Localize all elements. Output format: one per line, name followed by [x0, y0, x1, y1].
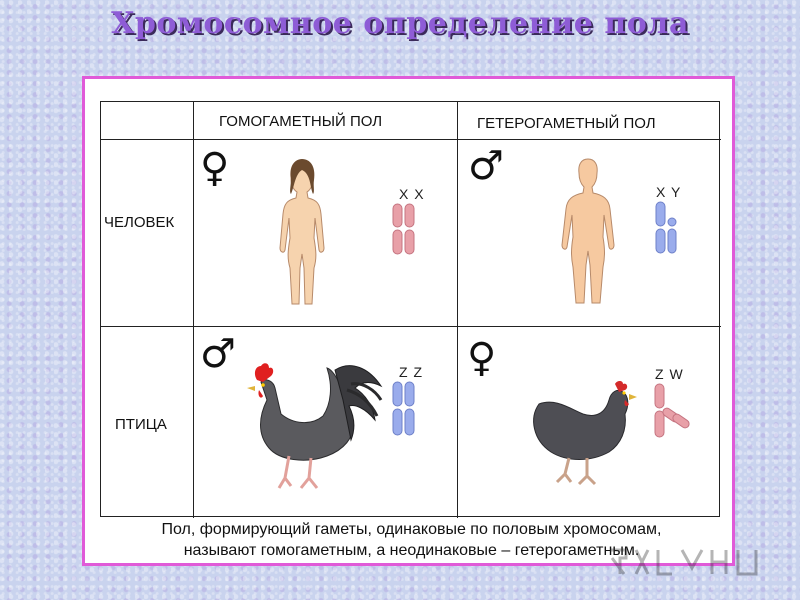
table-divider: [101, 139, 721, 140]
table-divider: [457, 102, 458, 518]
table-divider: [101, 326, 721, 327]
hen-icon: [525, 378, 645, 490]
female-symbol-icon: ♀: [200, 145, 230, 191]
chromosome-label-xy: X Y: [656, 184, 682, 200]
diagram-frame: [82, 76, 735, 566]
header-homogametic: ГОМОГАМЕТНЫЙ ПОЛ: [219, 113, 383, 130]
header-heterogametic: ГЕТЕРОГАМЕТНЫЙ ПОЛ: [477, 115, 656, 132]
chromosome-label-xx: X X: [399, 186, 425, 202]
zz-chromosomes-icon: [391, 382, 421, 438]
comparison-table: [100, 101, 720, 517]
rooster-icon: [235, 360, 385, 496]
xy-chromosomes-icon: [654, 202, 684, 256]
male-symbol-icon: ♂: [468, 143, 504, 189]
female-symbol-icon: ♀: [467, 335, 497, 381]
slide-title: Хромосомное определение пола: [111, 6, 689, 41]
row-label-human: ЧЕЛОВЕК: [104, 214, 175, 231]
watermark-logo-icon: [606, 538, 766, 578]
man-icon: [557, 157, 619, 307]
caption-line-1: Пол, формирующий гаметы, одинаковые по половым хромосомам,: [161, 521, 662, 538]
caption-line-2: называют гомогаметным, а неодинаковые – гетерогаметным.: [183, 542, 640, 559]
male-symbol-icon: ♂: [200, 331, 236, 377]
zw-chromosomes-icon: [653, 384, 695, 440]
row-label-bird: ПТИЦА: [115, 416, 167, 433]
woman-icon: [277, 158, 327, 308]
chromosome-label-zw: Z W: [655, 366, 684, 382]
table-divider: [193, 102, 194, 518]
chromosome-label-zz: Z Z: [399, 364, 423, 380]
xx-chromosomes-icon: [391, 204, 421, 256]
